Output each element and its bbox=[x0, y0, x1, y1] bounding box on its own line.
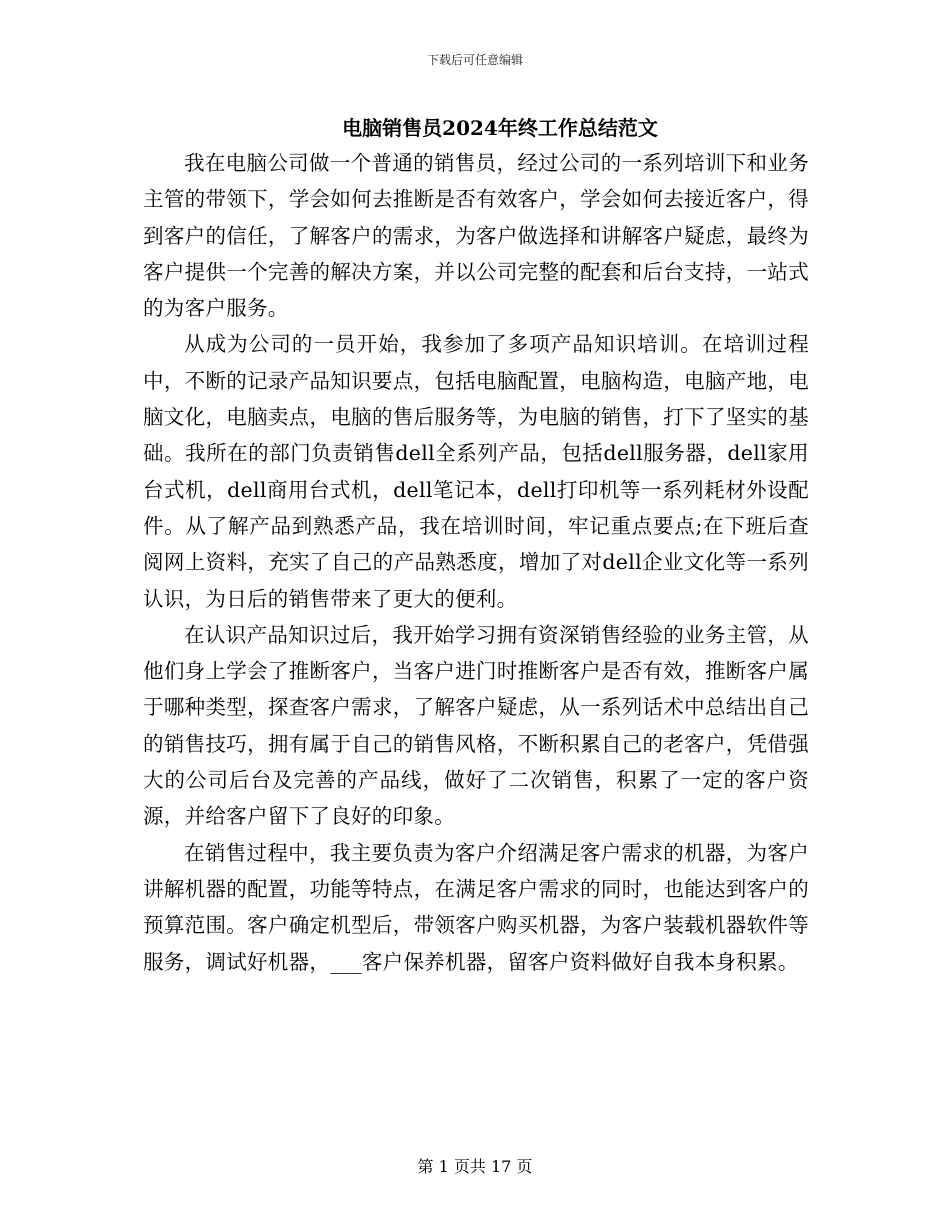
paragraph-2: 从成为公司的一员开始，我参加了多项产品知识培训。在培训过程中，不断的记录产品知识要点，包括电脑配置，电脑构造，电脑产地，电脑文化，电脑卖点，电脑的售后服务等，为电脑的销售，打下了坚实的基础。我所在的部门负责销售dell全系列产品，包括dell服务器，dell家用台式机，dell商用台式机，dell笔记本，dell打印机等一系列耗材外设配件。从了解产品到熟悉产品，我在培训时间，牢记重点要点;在下班后查阅网上资料，充实了自己的产品熟悉度，增加了对dell企业文化等一系列认识，为日后的销售带来了更大的便利。 bbox=[143, 332, 809, 611]
header-note: 下载后可任意编辑 bbox=[426, 53, 523, 67]
document-title: 电脑销售员2024年终工作总结范文 bbox=[342, 116, 658, 140]
paragraph-4: 在销售过程中，我主要负责为客户介绍满足客户需求的机器，为客户讲解机器的配置，功能等特点，在满足客户需求的同时，也能达到客户的预算范围。客户确定机型后，带领客户购买机器，为客户装载机器软件等服务，调试好机器，___客户保养机器，留客户资料做好自我本身积累。 bbox=[143, 840, 809, 974]
page-number: 第 1 页共 17 页 bbox=[417, 1157, 533, 1176]
paragraph-3: 在认识产品知识过后，我开始学习拥有资深销售经验的业务主管，从他们身上学会了推断客户，当客户进门时推断客户是否有效，推断客户属于哪种类型，探查客户需求，了解客户疑虑，从一系列话术中总结出自己的销售技巧，拥有属于自己的销售风格，不断积累自己的老客户，凭借强大的公司后台及完善的产品线，做好了二次销售，积累了一定的客户资源，并给客户留下了良好的印象。 bbox=[143, 622, 809, 829]
paragraph-1: 我在电脑公司做一个普通的销售员，经过公司的一系列培训下和业务主管的带领下，学会如何去推断是否有效客户，学会如何去接近客户，得到客户的信任，了解客户的需求，为客户做选择和讲解客户疑虑，最终为客户提供一个完善的解决方案，并以公司完整的配套和后台支持，一站式的为客户服务。 bbox=[143, 151, 809, 321]
document-body bbox=[143, 145, 809, 980]
